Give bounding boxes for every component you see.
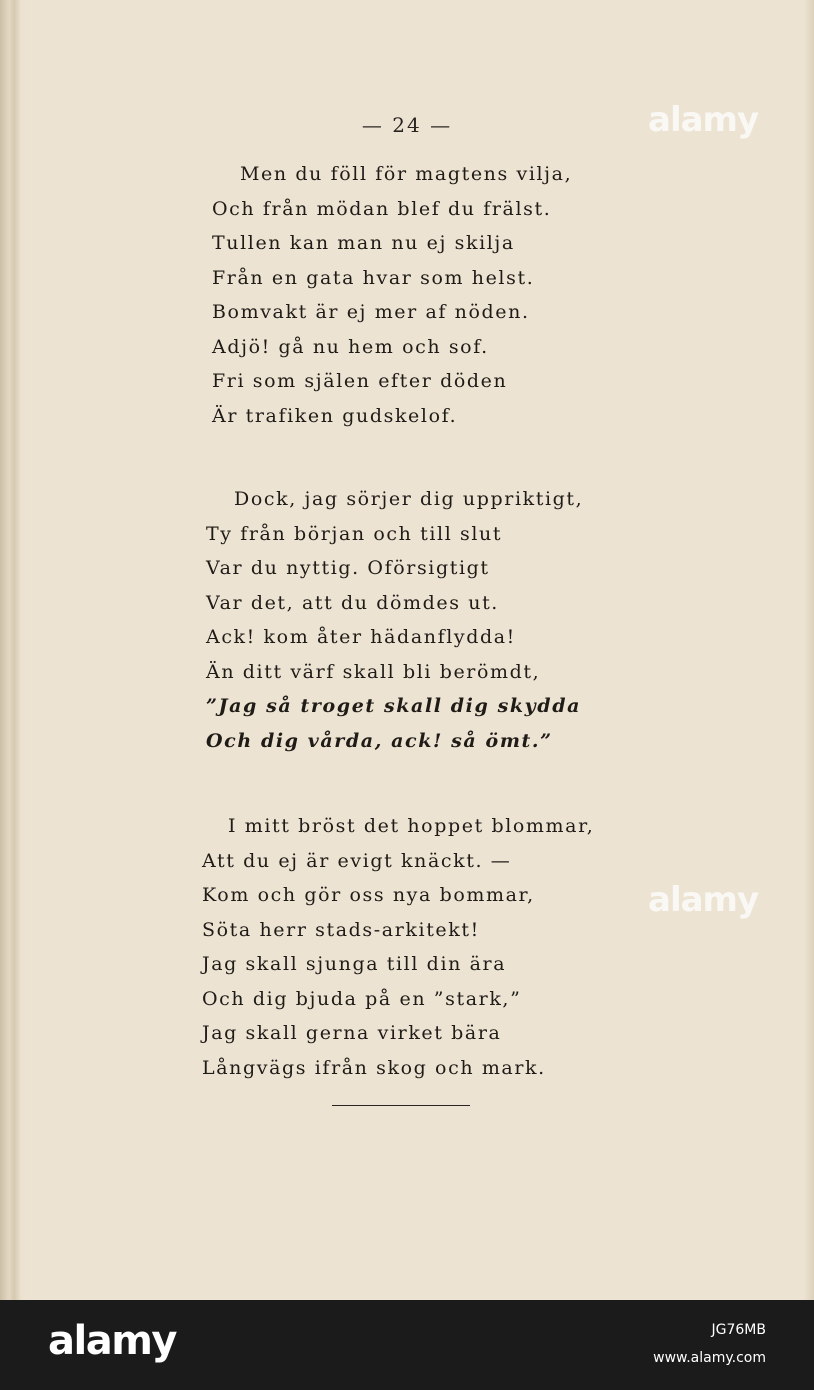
image-id: JG76MB bbox=[711, 1322, 766, 1338]
verse-line: Ty från början och till slut bbox=[206, 522, 503, 545]
watermark: alamy bbox=[648, 880, 759, 920]
verse-line: Adjö! gå nu hem och sof. bbox=[212, 335, 489, 358]
closing-rule bbox=[332, 1105, 470, 1106]
verse-line: Ack! kom åter hädanflydda! bbox=[206, 626, 516, 648]
verse-line: Än ditt värf skall bli berömdt, bbox=[206, 660, 541, 683]
verse-line-italic: Och dig vårda, ack! så ömt.” bbox=[206, 729, 553, 752]
verse-line: Men du föll för magtens vilja, bbox=[240, 163, 573, 185]
page-binding-edge bbox=[0, 0, 26, 1300]
watermark: alamy bbox=[648, 100, 759, 140]
page-number: — 24 — bbox=[361, 113, 453, 137]
verse-line-italic: ”Jag så troget skall dig skydda bbox=[206, 695, 581, 717]
footer-url: www.alamy.com bbox=[653, 1350, 766, 1366]
verse-line: Att du ej är evigt knäckt. — bbox=[202, 849, 512, 872]
verse-line: Jag skall sjunga till din ära bbox=[202, 953, 507, 975]
verse-line: Och från mödan blef du frälst. bbox=[212, 197, 552, 220]
verse-line: Var det, att du dömdes ut. bbox=[206, 591, 499, 614]
footer-logo: alamy bbox=[48, 1318, 176, 1364]
verse-line: Dock, jag sörjer dig uppriktigt, bbox=[234, 488, 584, 510]
verse-line: Söta herr stads-arkitekt! bbox=[202, 918, 480, 941]
verse-line: Kom och gör oss nya bommar, bbox=[202, 884, 535, 906]
stanza-3 bbox=[202, 809, 594, 1085]
page-right-edge bbox=[804, 0, 814, 1300]
verse-line: Tullen kan man nu ej skilja bbox=[212, 232, 515, 254]
verse-line: I mitt bröst det hoppet blommar, bbox=[228, 815, 595, 837]
verse-line: Från en gata hvar som helst. bbox=[212, 266, 535, 289]
verse-line: Är trafiken gudskelof. bbox=[212, 404, 458, 427]
stanza-2 bbox=[206, 482, 583, 758]
verse-line: Var du nyttig. Oförsigtigt bbox=[206, 557, 490, 579]
stanza-1 bbox=[212, 157, 572, 433]
verse-line: Jag skall gerna virket bära bbox=[202, 1022, 502, 1044]
verse-line: Långvägs ifrån skog och mark. bbox=[202, 1056, 546, 1079]
verse-line: Bomvakt är ej mer af nöden. bbox=[212, 301, 530, 323]
verse-line: Fri som själen efter döden bbox=[212, 370, 508, 392]
verse-line: Och dig bjuda på en ”stark,” bbox=[202, 987, 522, 1010]
